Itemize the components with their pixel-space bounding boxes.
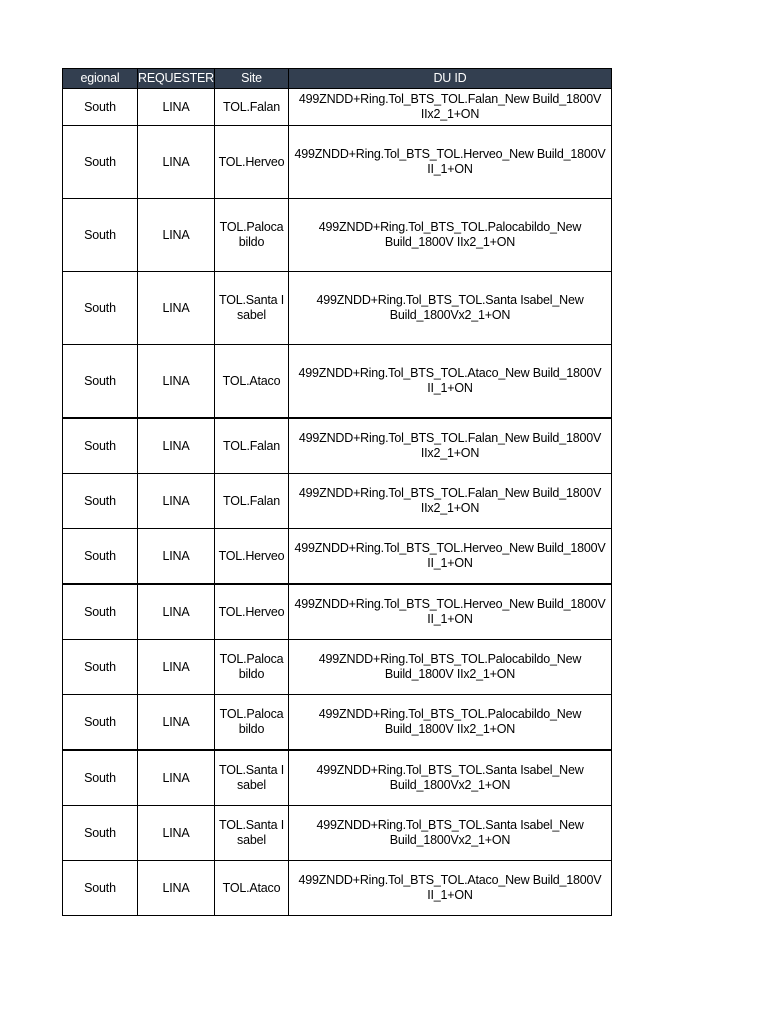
cell-regional: South [63, 474, 138, 529]
cell-regional: South [63, 750, 138, 806]
cell-du-id: 499ZNDD+Ring.Tol_BTS_TOL.Ataco_New Build_1800V II_1+ON [289, 861, 612, 916]
table-row [63, 126, 612, 199]
table-row [63, 861, 612, 916]
cell-site: TOL.Falan [215, 418, 289, 474]
cell-site: TOL.Falan [215, 89, 289, 126]
cell-requester: LINA [138, 695, 215, 751]
cell-requester: LINA [138, 640, 215, 695]
cell-du-id: 499ZNDD+Ring.Tol_BTS_TOL.Palocabildo_New Build_1800V IIx2_1+ON [289, 199, 612, 272]
cell-du-id: 499ZNDD+Ring.Tol_BTS_TOL.Falan_New Build_1800V IIx2_1+ON [289, 418, 612, 474]
header-du-id: DU ID [289, 69, 612, 89]
cell-requester: LINA [138, 584, 215, 640]
du-table [62, 68, 612, 916]
cell-site: TOL.Santa Isabel [215, 750, 289, 806]
cell-regional: South [63, 529, 138, 585]
table-row [63, 750, 612, 806]
cell-requester: LINA [138, 861, 215, 916]
cell-du-id: 499ZNDD+Ring.Tol_BTS_TOL.Herveo_New Build_1800V II_1+ON [289, 584, 612, 640]
header-regional: egional [63, 69, 138, 89]
cell-du-id: 499ZNDD+Ring.Tol_BTS_TOL.Santa Isabel_New Build_1800Vx2_1+ON [289, 272, 612, 345]
table-row [63, 418, 612, 474]
cell-requester: LINA [138, 272, 215, 345]
cell-requester: LINA [138, 89, 215, 126]
cell-requester: LINA [138, 345, 215, 419]
cell-site: TOL.Palocabildo [215, 199, 289, 272]
cell-regional: South [63, 861, 138, 916]
cell-site: TOL.Palocabildo [215, 640, 289, 695]
cell-regional: South [63, 640, 138, 695]
cell-site: TOL.Herveo [215, 529, 289, 585]
cell-du-id: 499ZNDD+Ring.Tol_BTS_TOL.Falan_New Build_1800V IIx2_1+ON [289, 474, 612, 529]
cell-requester: LINA [138, 529, 215, 585]
cell-site: TOL.Santa Isabel [215, 806, 289, 861]
cell-site: TOL.Herveo [215, 126, 289, 199]
cell-regional: South [63, 89, 138, 126]
cell-du-id: 499ZNDD+Ring.Tol_BTS_TOL.Herveo_New Build_1800V II_1+ON [289, 126, 612, 199]
cell-site: TOL.Santa Isabel [215, 272, 289, 345]
header-site: Site [215, 69, 289, 89]
table-row [63, 584, 612, 640]
cell-du-id: 499ZNDD+Ring.Tol_BTS_TOL.Herveo_New Build_1800V II_1+ON [289, 529, 612, 585]
table-row [63, 529, 612, 585]
cell-site: TOL.Palocabildo [215, 695, 289, 751]
cell-regional: South [63, 345, 138, 419]
cell-du-id: 499ZNDD+Ring.Tol_BTS_TOL.Santa Isabel_New Build_1800Vx2_1+ON [289, 806, 612, 861]
cell-regional: South [63, 806, 138, 861]
cell-regional: South [63, 418, 138, 474]
cell-regional: South [63, 695, 138, 751]
cell-regional: South [63, 199, 138, 272]
table-row [63, 695, 612, 751]
header-row [63, 69, 612, 89]
cell-regional: South [63, 272, 138, 345]
cell-site: TOL.Falan [215, 474, 289, 529]
table-body [63, 89, 612, 916]
cell-requester: LINA [138, 750, 215, 806]
table-row [63, 640, 612, 695]
cell-du-id: 499ZNDD+Ring.Tol_BTS_TOL.Santa Isabel_New Build_1800Vx2_1+ON [289, 750, 612, 806]
cell-regional: South [63, 126, 138, 199]
cell-du-id: 499ZNDD+Ring.Tol_BTS_TOL.Ataco_New Build_1800V II_1+ON [289, 345, 612, 419]
table-row [63, 345, 612, 419]
cell-requester: LINA [138, 474, 215, 529]
table-row [63, 806, 612, 861]
cell-site: TOL.Ataco [215, 345, 289, 419]
cell-site: TOL.Ataco [215, 861, 289, 916]
cell-requester: LINA [138, 806, 215, 861]
cell-site: TOL.Herveo [215, 584, 289, 640]
table-row [63, 199, 612, 272]
cell-regional: South [63, 584, 138, 640]
cell-du-id: 499ZNDD+Ring.Tol_BTS_TOL.Palocabildo_New Build_1800V IIx2_1+ON [289, 695, 612, 751]
cell-requester: LINA [138, 126, 215, 199]
table-row [63, 272, 612, 345]
cell-requester: LINA [138, 199, 215, 272]
table-header [63, 69, 612, 89]
header-requester: REQUESTER [138, 69, 215, 89]
cell-du-id: 499ZNDD+Ring.Tol_BTS_TOL.Falan_New Build_1800V IIx2_1+ON [289, 89, 612, 126]
cell-du-id: 499ZNDD+Ring.Tol_BTS_TOL.Palocabildo_New Build_1800V IIx2_1+ON [289, 640, 612, 695]
cell-requester: LINA [138, 418, 215, 474]
table-row [63, 474, 612, 529]
table-row [63, 89, 612, 126]
